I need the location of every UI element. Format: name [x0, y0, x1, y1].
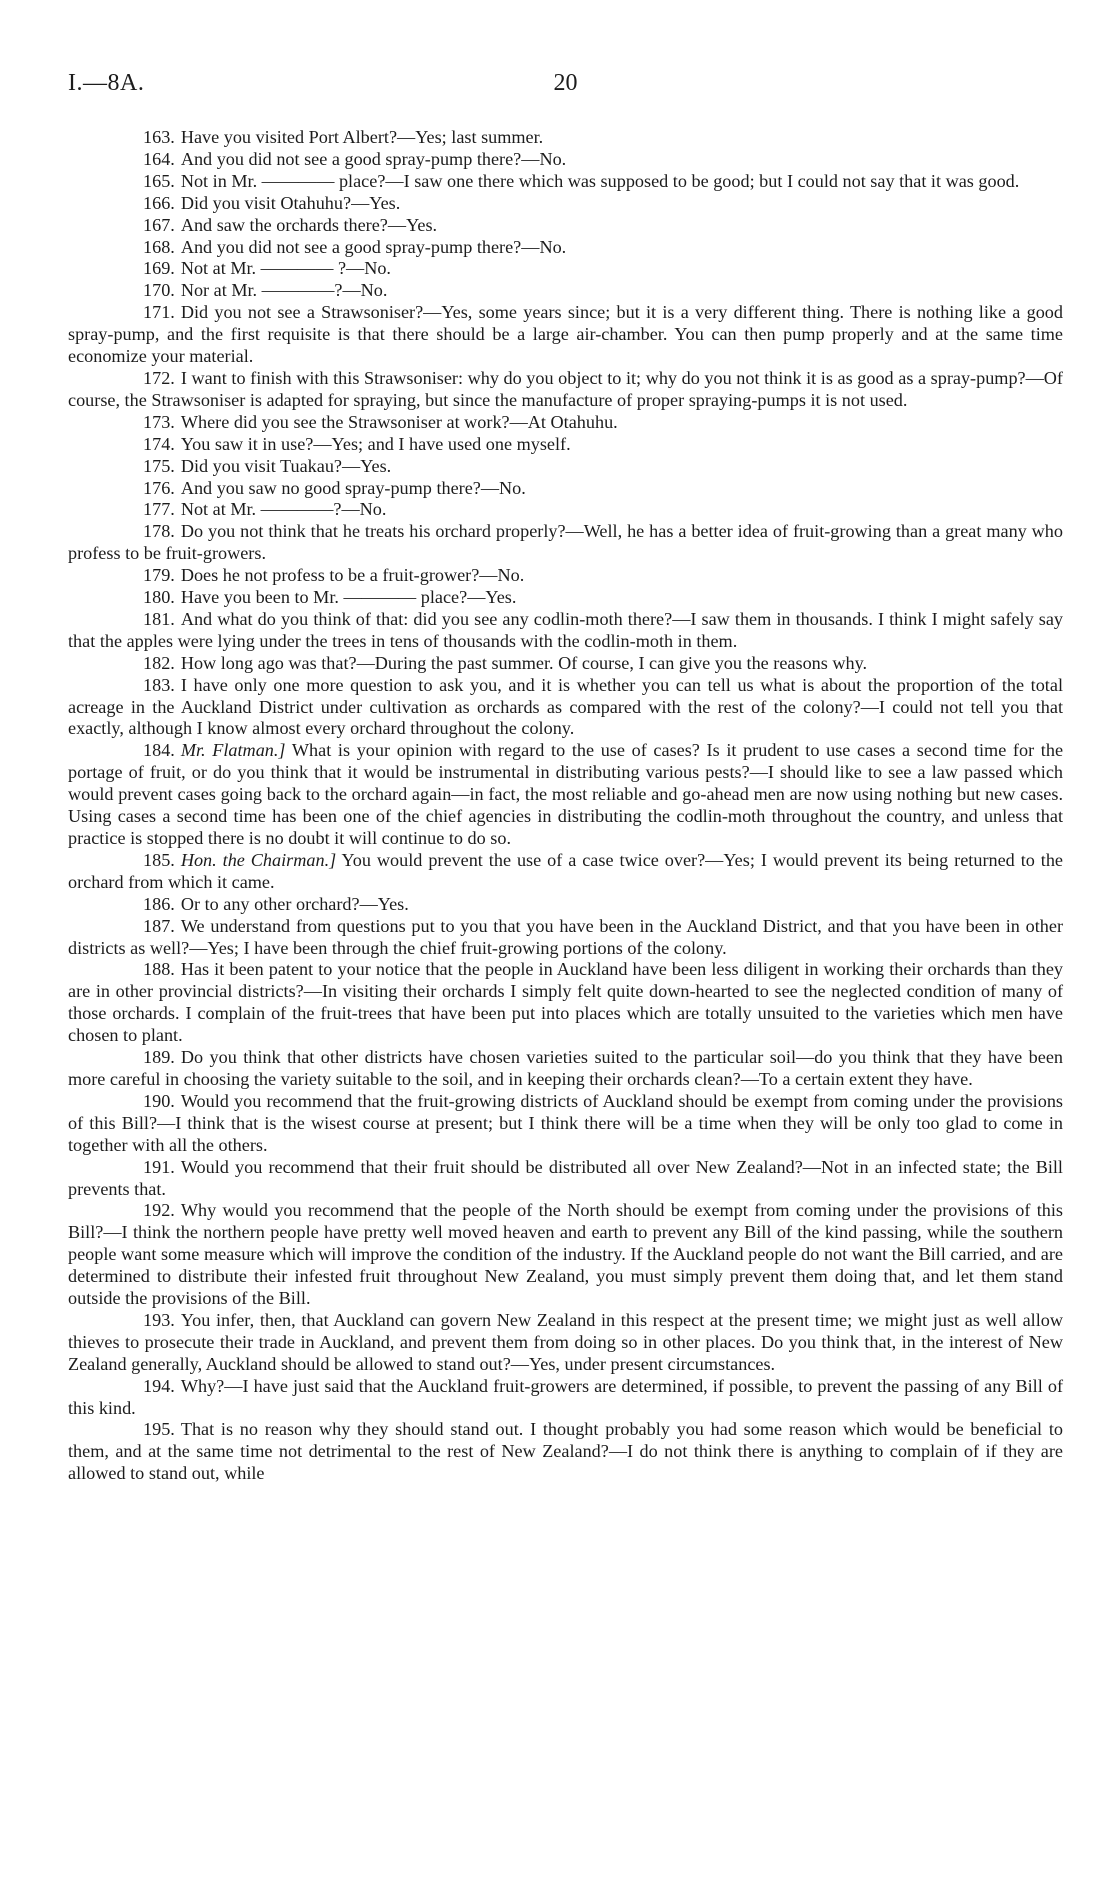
question-number: 195.	[143, 1419, 175, 1440]
question-answer-text: Did you not see a Strawsoniser?—Yes, some years since; but it is a very different thing. There is nothing like a good spray-pump, and the first requisite is that there should be a large air-chamber. You can then pump properly and at the same time economize your material.	[68, 302, 1063, 367]
question-number: 175.	[143, 455, 175, 476]
question-answer-text: What is your opinion with regard to the use of cases? Is it prudent to use cases a second time for the portage of fruit, or do you think that it would be instrumental in distributing various pests?—I should like to see a law passed which would prevent cases going back to the orchard again—in fact, the most reliable and go-ahead men are now using nothing but new cases. Using cases a second time has been one of the chief agencies in distributing the codlin-moth throughout the country, and unless that practice is stopped there is no doubt it will continue to do so.	[68, 740, 1064, 848]
question-number: 189.	[143, 1047, 175, 1068]
question-answer-text: Has it been patent to your notice that the people in Auckland have been less diligent in working their orchards than they are in other provincial districts?—In visiting their orchards I simply felt quite down-hearted to see the neglected condition of many of those orchards. I complain of the fruit-trees that have been put into places which are totally unsuited to the varieties which men have chosen to plant.	[68, 959, 1063, 1046]
question-paragraph	[68, 653, 1063, 675]
question-paragraph	[68, 456, 1063, 478]
question-answer-text: Or to any other orchard?—Yes.	[180, 893, 409, 914]
question-paragraph	[68, 587, 1063, 609]
question-number: 194.	[143, 1375, 175, 1396]
question-paragraph	[68, 1047, 1063, 1091]
question-number: 179.	[143, 565, 175, 586]
question-answer-text: Not at Mr. ———— ?—No.	[180, 258, 391, 279]
question-answer-text: Did you visit Tuakau?—Yes.	[180, 455, 392, 476]
question-paragraph	[68, 740, 1063, 850]
question-answer-text: Have you visited Port Albert?—Yes; last summer.	[180, 127, 544, 147]
question-paragraph	[68, 434, 1063, 456]
question-number: 173.	[143, 411, 175, 432]
question-number: 163.	[143, 127, 175, 147]
question-paragraph	[68, 565, 1063, 587]
question-paragraph	[68, 368, 1063, 412]
question-paragraph	[68, 850, 1063, 894]
question-number: 191.	[143, 1156, 175, 1177]
question-paragraph	[68, 412, 1063, 434]
question-number: 186.	[143, 893, 175, 914]
question-number: 178.	[143, 521, 175, 542]
question-answer-text: Where did you see the Strawsoniser at work?—At Otahuhu.	[180, 411, 618, 432]
question-number: 177.	[143, 499, 175, 520]
question-answer-text: Not at Mr. ————?—No.	[180, 499, 387, 520]
question-answer-text: You infer, then, that Auckland can govern New Zealand in this respect at the present time; we might just as well allow thieves to prosecute their trade in Auckland, and prevent them from doing so in other places. Do you think that, in the interest of New Zealand generally, Auckland should be allowed to stand out?—Yes, under present circumstances.	[68, 1309, 1063, 1374]
question-answer-text: And you did not see a good spray-pump there?—No.	[180, 236, 567, 257]
question-answer-text: We understand from questions put to you that you have been in the Auckland District, and that you have been in other districts as well?—Yes; I have been through the chief fruit-growing portions of the colony.	[68, 915, 1063, 958]
question-answer-text: And you did not see a good spray-pump there?—No.	[180, 148, 567, 169]
question-paragraph	[68, 280, 1063, 302]
question-paragraph	[68, 193, 1063, 215]
question-answer-text: Would you recommend that the fruit-growing districts of Auckland should be exempt from coming under the provisions of this Bill?—I think that is the wisest course at present; but I think there will be a time when they will be only too glad to come in together with all the others.	[68, 1090, 1063, 1155]
question-number: 181.	[143, 608, 175, 629]
evidence-text	[68, 127, 1063, 1485]
question-paragraph	[68, 499, 1063, 521]
question-answer-text: Not in Mr. ———— place?—I saw one there which was supposed to be good; but I could not say that it was good.	[180, 170, 1020, 191]
question-paragraph	[68, 127, 1063, 149]
question-number: 168.	[143, 236, 175, 257]
question-paragraph	[68, 609, 1063, 653]
question-answer-text: Do you not think that he treats his orchard properly?—Well, he has a better idea of fruit-growing than a great many who profess to be fruit-growers.	[68, 521, 1063, 564]
question-number: 183.	[143, 674, 175, 695]
question-paragraph	[68, 478, 1063, 500]
document-reference: I.—8A.	[68, 70, 145, 96]
question-number: 182.	[143, 652, 175, 673]
question-paragraph	[68, 521, 1063, 565]
question-number: 192.	[143, 1200, 175, 1221]
speaker-name: Mr. Flatman.]	[180, 740, 286, 761]
question-answer-text: Why would you recommend that the people of the North should be exempt from coming under the provisions of this Bill?—I think the northern people have pretty well moved heaven and earth to prevent any Bill of the kind passing, while the southern people want some measure which will improve the condition of the industry. If the Auckland people do not want the Bill carried, and are determined to distribute their infested fruit throughout New Zealand, you must simply prevent them doing that, and let them stand outside the provisions of the Bill.	[68, 1200, 1063, 1309]
question-paragraph	[68, 1419, 1063, 1485]
question-answer-text: And you saw no good spray-pump there?—No.	[180, 477, 526, 498]
question-answer-text: Why?—I have just said that the Auckland fruit-growers are determined, if possible, to prevent the passing of any Bill of this kind.	[68, 1375, 1063, 1418]
question-answer-text: That is no reason why they should stand out. I thought probably you had some reason which would be beneficial to them, and at the same time not detrimental to the rest of New Zealand?—I do not think there is anything to complain of if they are allowed to stand out, while	[68, 1419, 1063, 1484]
question-number: 169.	[143, 258, 175, 279]
question-answer-text: I want to finish with this Strawsoniser: why do you object to it; why do you not think it is as good as a spray-pump?—Of course, the Strawsoniser is adapted for spraying, but since the manufacture of proper spraying-pumps it is not used.	[68, 367, 1063, 410]
question-paragraph	[68, 171, 1063, 193]
question-answer-text: Have you been to Mr. ———— place?—Yes.	[180, 587, 517, 608]
question-number: 164.	[143, 148, 175, 169]
question-number: 193.	[143, 1309, 175, 1330]
question-paragraph	[68, 1376, 1063, 1420]
question-number: 165.	[143, 170, 175, 191]
question-number: 180.	[143, 587, 175, 608]
question-paragraph	[68, 1200, 1063, 1310]
question-answer-text: Would you recommend that their fruit should be distributed all over New Zealand?—Not in an infected state; the Bill prevents that.	[68, 1156, 1063, 1199]
question-number: 188.	[143, 959, 175, 980]
question-paragraph	[68, 237, 1063, 259]
question-paragraph	[68, 149, 1063, 171]
question-answer-text: Do you think that other districts have chosen varieties suited to the particular soil—do you think that they have been more careful in choosing the variety suitable to the soil, and in keeping their orchards clean?—To a certain extent they have.	[68, 1047, 1063, 1089]
question-paragraph	[68, 215, 1063, 237]
page-header	[68, 70, 1063, 106]
question-number: 185.	[143, 849, 175, 870]
question-answer-text: Does he not profess to be a fruit-grower?—No.	[180, 565, 525, 586]
question-number: 166.	[143, 192, 175, 213]
question-paragraph	[68, 894, 1063, 916]
question-answer-text: You would prevent the use of a case twice over?—Yes; I would prevent its being returned to the orchard from which it came.	[68, 849, 1064, 892]
question-number: 176.	[143, 477, 175, 498]
question-paragraph	[68, 675, 1063, 741]
question-number: 172.	[143, 367, 175, 388]
question-number: 171.	[143, 302, 175, 323]
question-answer-text: Did you visit Otahuhu?—Yes.	[180, 192, 401, 213]
question-paragraph	[68, 1310, 1063, 1376]
question-number: 184.	[143, 740, 175, 761]
question-paragraph	[68, 916, 1063, 960]
question-number: 170.	[143, 280, 175, 301]
question-number: 174.	[143, 433, 175, 454]
question-paragraph	[68, 1091, 1063, 1157]
question-answer-text: You saw it in use?—Yes; and I have used one myself.	[180, 433, 571, 454]
page-number: 20	[553, 70, 578, 96]
question-number: 167.	[143, 214, 175, 235]
question-number: 190.	[143, 1090, 175, 1111]
question-answer-text: Nor at Mr. ————?—No.	[180, 280, 388, 301]
question-answer-text: And saw the orchards there?—Yes.	[180, 214, 438, 235]
question-answer-text: I have only one more question to ask you, and it is whether you can tell us what is about the proportion of the total acreage in the Auckland District under cultivation as orchards as compared with the rest of the colony?—I could not tell you that exactly, although I know almost every orchard throughout the colony.	[68, 674, 1063, 739]
question-answer-text: How long ago was that?—During the past summer. Of course, I can give you the reasons why.	[180, 652, 868, 673]
speaker-name: Hon. the Chairman.]	[180, 849, 337, 870]
question-paragraph	[68, 258, 1063, 280]
question-paragraph	[68, 302, 1063, 368]
question-paragraph	[68, 959, 1063, 1047]
question-paragraph	[68, 1157, 1063, 1201]
question-number: 187.	[143, 915, 175, 936]
question-answer-text: And what do you think of that: did you see any codlin-moth there?—I saw them in thousands. I think I might safely say that the apples were lying under the trees in tens of thousands with the codlin-moth in them.	[68, 608, 1063, 651]
